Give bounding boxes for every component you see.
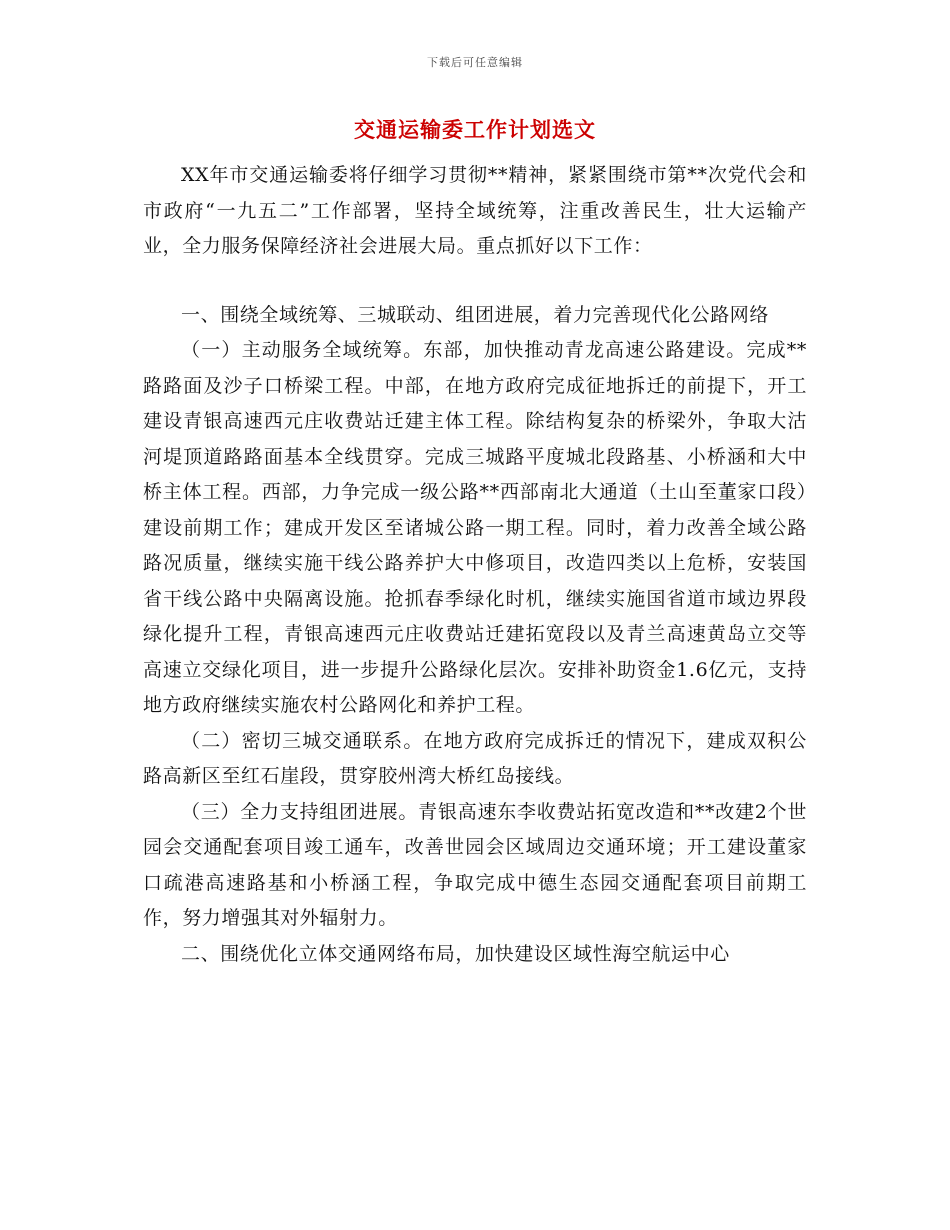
section-heading-1: 一、围绕全域统筹、三城联动、组团进展，着力完善现代化公路网络 (181, 303, 770, 326)
page-header-note: 下载后可任意编辑 (427, 56, 523, 69)
section-heading-2: 二、围绕优化立体交通网络布局，加快建设区域性海空航运中心 (181, 942, 730, 965)
paragraph-intro: XX年市交通运输委将仔细学习贯彻**精神，紧紧围绕市第**次党代会和市政府“一九五二”工作部署，坚持全域统筹，注重改善民生，壮大运输产业，全力服务保障经济社会进展大局。重点抓好以下工作： (143, 164, 807, 257)
paragraph-item-2: （二）密切三城交通联系。在地方政府完成拆迁的情况下，建成双积公路高新区至红石崖段，贯穿胶州湾大桥红岛接线。 (143, 729, 807, 787)
document-body (143, 158, 807, 972)
paragraph-item-1: （一）主动服务全域统筹。东部，加快推动青龙高速公路建设。完成**路路面及沙子口桥梁工程。中部，在地方政府完成征地拆迁的前提下，开工建设青银高速西元庄收费站迁建主体工程。除结构复杂的桥梁外，争取大沽河堤顶道路路面基本全线贯穿。完成三城路平度城北段路基、小桥涵和大中桥主体工程。西部，力争完成一级公路**西部南北大通道（土山至董家口段）建设前期工作；建成开发区至诸城公路一期工程。同时，着力改善全域公路路况质量，继续实施干线公路养护大中修项目，改造四类以上危桥，安装国省干线公路中央隔离设施。抢抓春季绿化时机，继续实施国省道市域边界段绿化提升工程，青银高速西元庄收费站迁建拓宽段以及青兰高速黄岛立交等高速立交绿化项目，进一步提升公路绿化层次。安排补助资金1.6亿元，支持地方政府继续实施农村公路网化和养护工程。 (143, 339, 807, 716)
document-title: 交通运输委工作计划选文 (354, 117, 596, 142)
paragraph-item-3: （三）全力支持组团进展。青银高速东李收费站拓宽改造和**改建2个世园会交通配套项目竣工通车，改善世园会区域周边交通环境；开工建设董家口疏港高速路基和小桥涵工程，争取完成中德生态园交通配套项目前期工作，努力增强其对外辐射力。 (143, 800, 807, 929)
